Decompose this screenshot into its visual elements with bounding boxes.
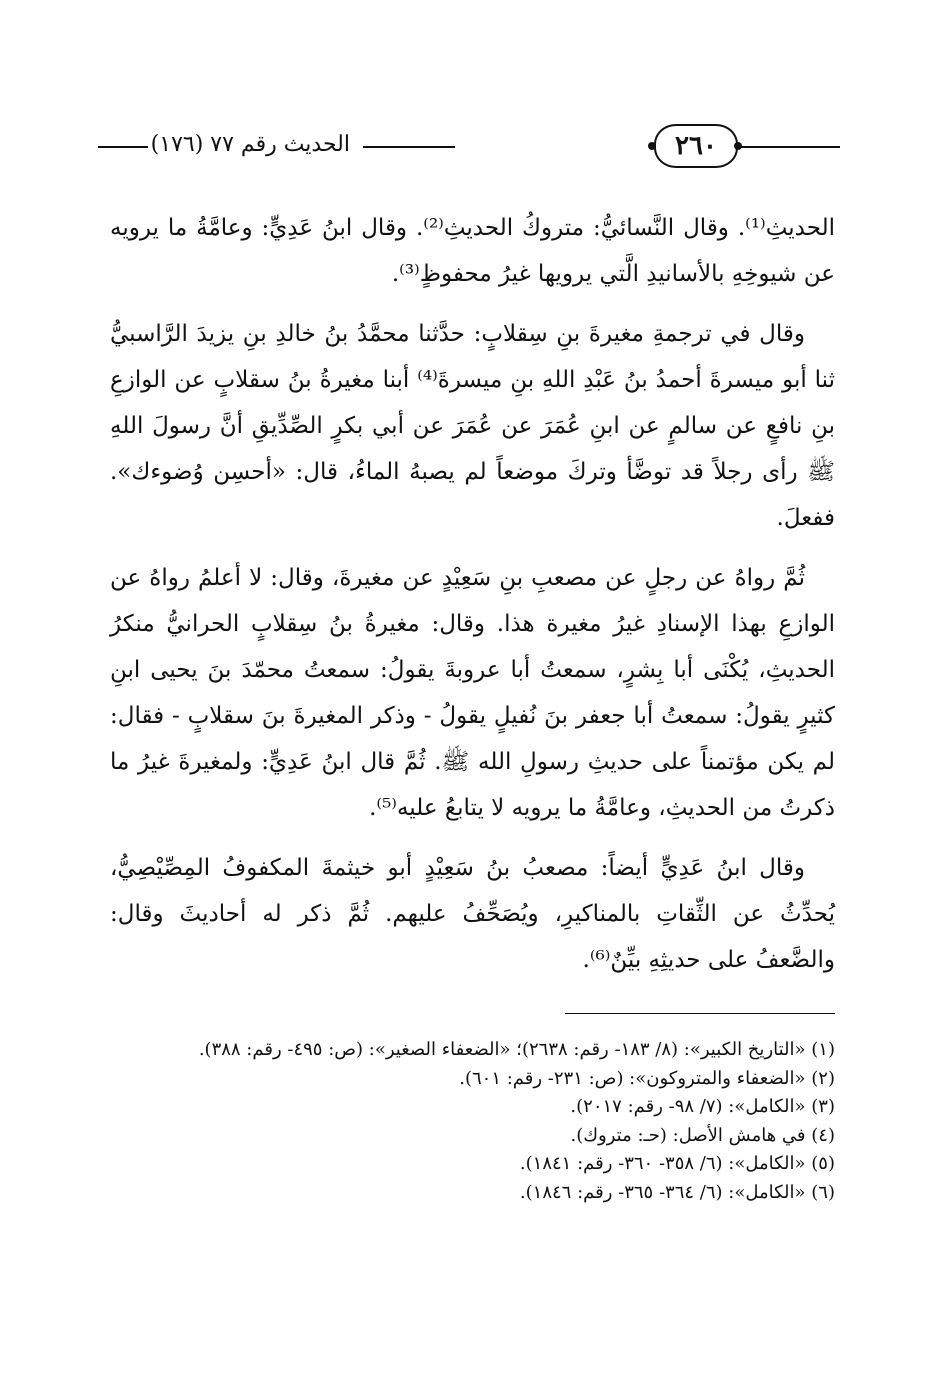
header-rule-middle <box>363 146 455 148</box>
footnote: (٦) «الكامل»: (٦/ ٣٦٤- ٣٦٥- رقم: ١٨٤٦). <box>519 1181 835 1203</box>
header-title: الحديث رقم ٧٧ (١٧٦) <box>150 132 350 157</box>
footnotes <box>110 1036 835 1207</box>
paragraph: وقال في ترجمةِ مغيرةَ بنِ سِقلابٍ: حدَّثنا محمَّدُ بنُ خالدِ بنِ يزيدَ الرَّاسبيُّ ثنا أبو ميسرةَ أحمدُ بنُ عَبْدِ اللهِ بنِ ميسرةَ⁽⁴⁾ أبنا مغيرةُ بنُ سقلابٍ عن الوازعِ بنِ نافعٍ عن سالمٍ عن ابنِ عُمَرَ عن عُمَرَ عن أبي بكرٍ الصِّدِّيقِ أنَّ رسولَ اللهِ ﷺ رأى رجلاً قد توضَّأ وتركَ موضعاً لم يصبهُ الماءُ، قال: «أحسِن وُضوءك». ففعلَ. <box>110 321 836 531</box>
header-rule-right <box>740 146 840 148</box>
header-ornament-dot <box>648 142 656 150</box>
footnote: (٥) «الكامل»: (٦/ ٣٥٨- ٣٦٠- رقم: ١٨٤١). <box>519 1153 835 1174</box>
page-number: ٢٦٠ <box>654 124 738 168</box>
paragraph: الحديثِ⁽¹⁾. وقال النَّسائيُّ: متروكُ الحديثِ⁽²⁾. وقال ابنُ عَدِيٍّ: وعامَّةُ ما يرويه عن شيوخِهِ بالأسانيدِ الَّتي يرويها غيرُ محفوظٍ⁽³⁾. <box>110 215 835 287</box>
footnote: (٢) «الضعفاء والمتروكون»: (ص: ٢٣١- رقم: ٦٠١). <box>459 1067 835 1089</box>
paragraph: ثُمَّ رواهُ عن رجلٍ عن مصعبِ بنِ سَعِيْدٍ عن مغيرةَ، وقال: لا أعلمُ رواهُ عن الوازعِ بهذا الإسنادِ غيرُ مغيرة هذا. وقال: مغيرةُ بنُ سِقلابٍ الحرانيُّ منكرُ الحديثِ، يُكْنَى أبا بِشرٍ، سمعتُ أبا عروبةَ يقولُ: سمعتُ محمّدَ بنَ يحيى ابنِ كثيرٍ يقولُ: سمعتُ أبا جعفر بنَ نُفيلٍ يقولُ - وذكر المغيرةَ بنَ سقلابٍ - فقال: لم يكن مؤتمناً على حديثِ رسولِ الله ﷺ. ثُمَّ قال ابنُ عَدِيٍّ: ولمغيرةَ غيرُ ما ذكرتُ من الحديثِ، وعامَّةُ ما يرويه لا يتابعُ عليه⁽⁵⁾. <box>110 565 835 821</box>
footnote: (٣) «الكامل»: (٧/ ٩٨- رقم: ٢٠١٧). <box>570 1096 835 1117</box>
footnote-separator <box>565 1013 835 1014</box>
footnote: (٤) في هامش الأصل: (حـ: متروك). <box>570 1124 835 1146</box>
header-rule-left <box>98 146 148 148</box>
paragraph: وقال ابنُ عَدِيٍّ أيضاً: مصعبُ بنُ سَعِيْدٍ أبو خيثمةَ المكفوفُ المِصِّيْصِيُّ، يُحدِّثُ عن الثِّقاتِ بالمناكيرِ، ويُصَحِّفُ عليهم. ثُمَّ ذكر له أحاديثَ وقال: والضَّعفُ على حديثِهِ بيِّنٌ⁽⁶⁾. <box>110 855 835 973</box>
main-text <box>110 205 835 997</box>
footnote: (١) «التاريخ الكبير»: (٨/ ١٨٣- رقم: ٢٦٣٨)؛ «الضعفاء الصغير»: (ص: ٤٩٥- رقم: ٣٨٨). <box>198 1039 835 1060</box>
running-header <box>98 120 840 170</box>
